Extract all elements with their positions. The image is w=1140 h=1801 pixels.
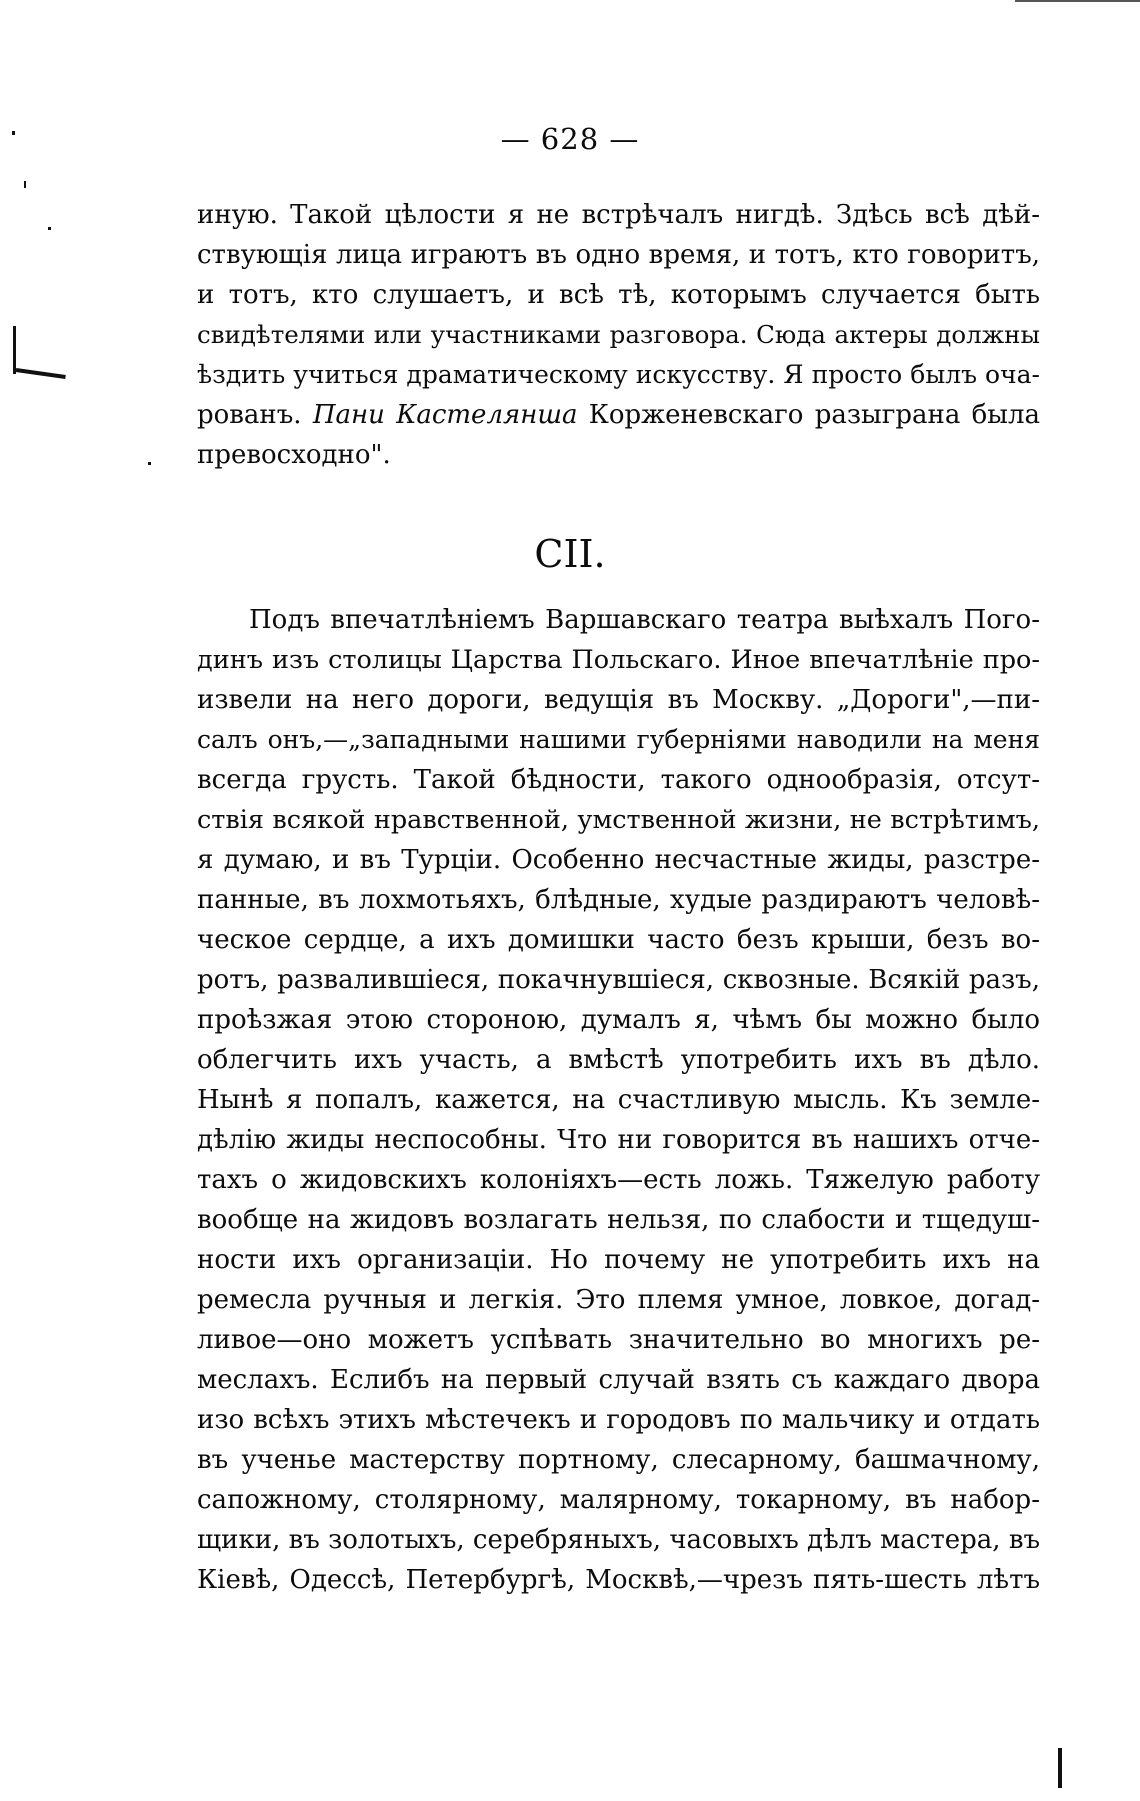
paragraph [197,600,1040,1600]
text-segment: рованъ. [197,400,302,430]
scan-mark [148,462,151,465]
text-line: дѣлію жиды неспособны. Что ни говорится въ нашихъ отче- [197,1125,1040,1155]
text-line: ности ихъ организаціи. Но почему не употребить ихъ на [197,1245,1040,1275]
text-line: Нынѣ я попалъ, кажется, на счастливую мысль. Къ земле- [197,1085,1040,1115]
text-line: превосходно". [197,440,391,470]
text-line: ческое сердце, а ихъ домишки часто безъ крыши, безъ во- [197,925,1040,955]
text-line: Кіевѣ, Одессѣ, Петербургѣ, Москвѣ,—чрезъ пять-шесть лѣтъ [197,1565,1040,1595]
text-segment: Корженевскаго разыграна была [588,400,1040,430]
text-line: ствующія лица играютъ въ одно время, и тотъ, кто говоритъ, [197,240,1040,270]
text-line: свидѣтелями или участниками разговора. Сюда актеры должны [197,320,1040,349]
scan-mark [24,181,26,188]
text-line: изо всѣхъ этихъ мѣстечекъ и городовъ по мальчику и отдать [197,1405,1040,1435]
scan-mark [13,326,16,374]
text-line: проѣзжая этою стороною, думалъ я, чѣмъ бы можно было [197,1005,1040,1035]
text-line: ремесла ручныя и легкія. Это племя умное, ловкое, догад- [197,1285,1040,1315]
text-line: панные, въ лохмотьяхъ, блѣдные, худые раздираютъ человѣ- [197,885,1040,915]
scan-mark [1058,1748,1062,1788]
text-line: и тотъ, кто слушаетъ, и всѣ тѣ, которымъ случается быть [197,280,1040,310]
text-line: иную. Такой цѣлости я не встрѣчалъ нигдѣ. Здѣсь всѣ дѣй- [197,200,1040,230]
text-line: въ ученье мастерству портному, слесарному, башмачному, [197,1445,1040,1475]
text-line: тахъ о жидовскихъ колоніяхъ—есть ложь. Тяжелую работу [197,1165,1040,1195]
text-line-mixed [197,395,1040,435]
text-line: сапожному, столярному, малярному, токарному, въ набор- [197,1485,1040,1515]
page-number: — 628 — [500,122,640,156]
italic-title: Пани Кастелянша [312,400,578,430]
text-line: динъ изъ столицы Царства Польскаго. Иное впечатлѣніе про- [197,645,1040,675]
text-line: вообще на жидовъ возлагать нельзя, по слабости и тщедуш- [197,1205,1040,1235]
scan-mark [48,227,51,230]
text-line: облегчить ихъ участь, а вмѣстѣ употребить ихъ въ дѣло. [197,1045,1040,1075]
paragraph-continued [197,195,1040,475]
text-line: щики, въ золотыхъ, серебряныхъ, часовыхъ дѣлъ мастера, въ [197,1525,1040,1555]
text-line: салъ онъ,—„западными нашими губерніями наводили на меня [197,725,1040,754]
section-heading: CII. [534,532,606,576]
text-line: всегда грусть. Такой бѣдности, такого однообразія, отсут- [197,765,1040,795]
text-line: я думаю, и въ Турціи. Особенно несчастные жиды, разстре- [197,845,1040,875]
text-line: ливое—оно можетъ успѣвать значительно во многихъ ре- [197,1325,1040,1355]
text-line: извели на него дороги, ведущія въ Москву. „Дороги",—пи- [197,685,1040,715]
text-line: меслахъ. Еслибъ на первый случай взять съ каждаго двора [197,1365,1040,1395]
scan-mark [16,368,66,379]
text-line: ротъ, развалившіеся, покачнувшіеся, сквозные. Всякій разъ, [197,965,1040,995]
scan-mark [1015,0,1140,2]
text-line: Подъ впечатлѣніемъ Варшавскаго театра выѣхалъ Пого- [249,605,1040,635]
text-line: ствія всякой нравственной, умственной жизни, не встрѣтимъ, [197,805,1040,835]
text-line: ѣздить учиться драматическому искусству. Я просто былъ оча- [197,360,1040,389]
